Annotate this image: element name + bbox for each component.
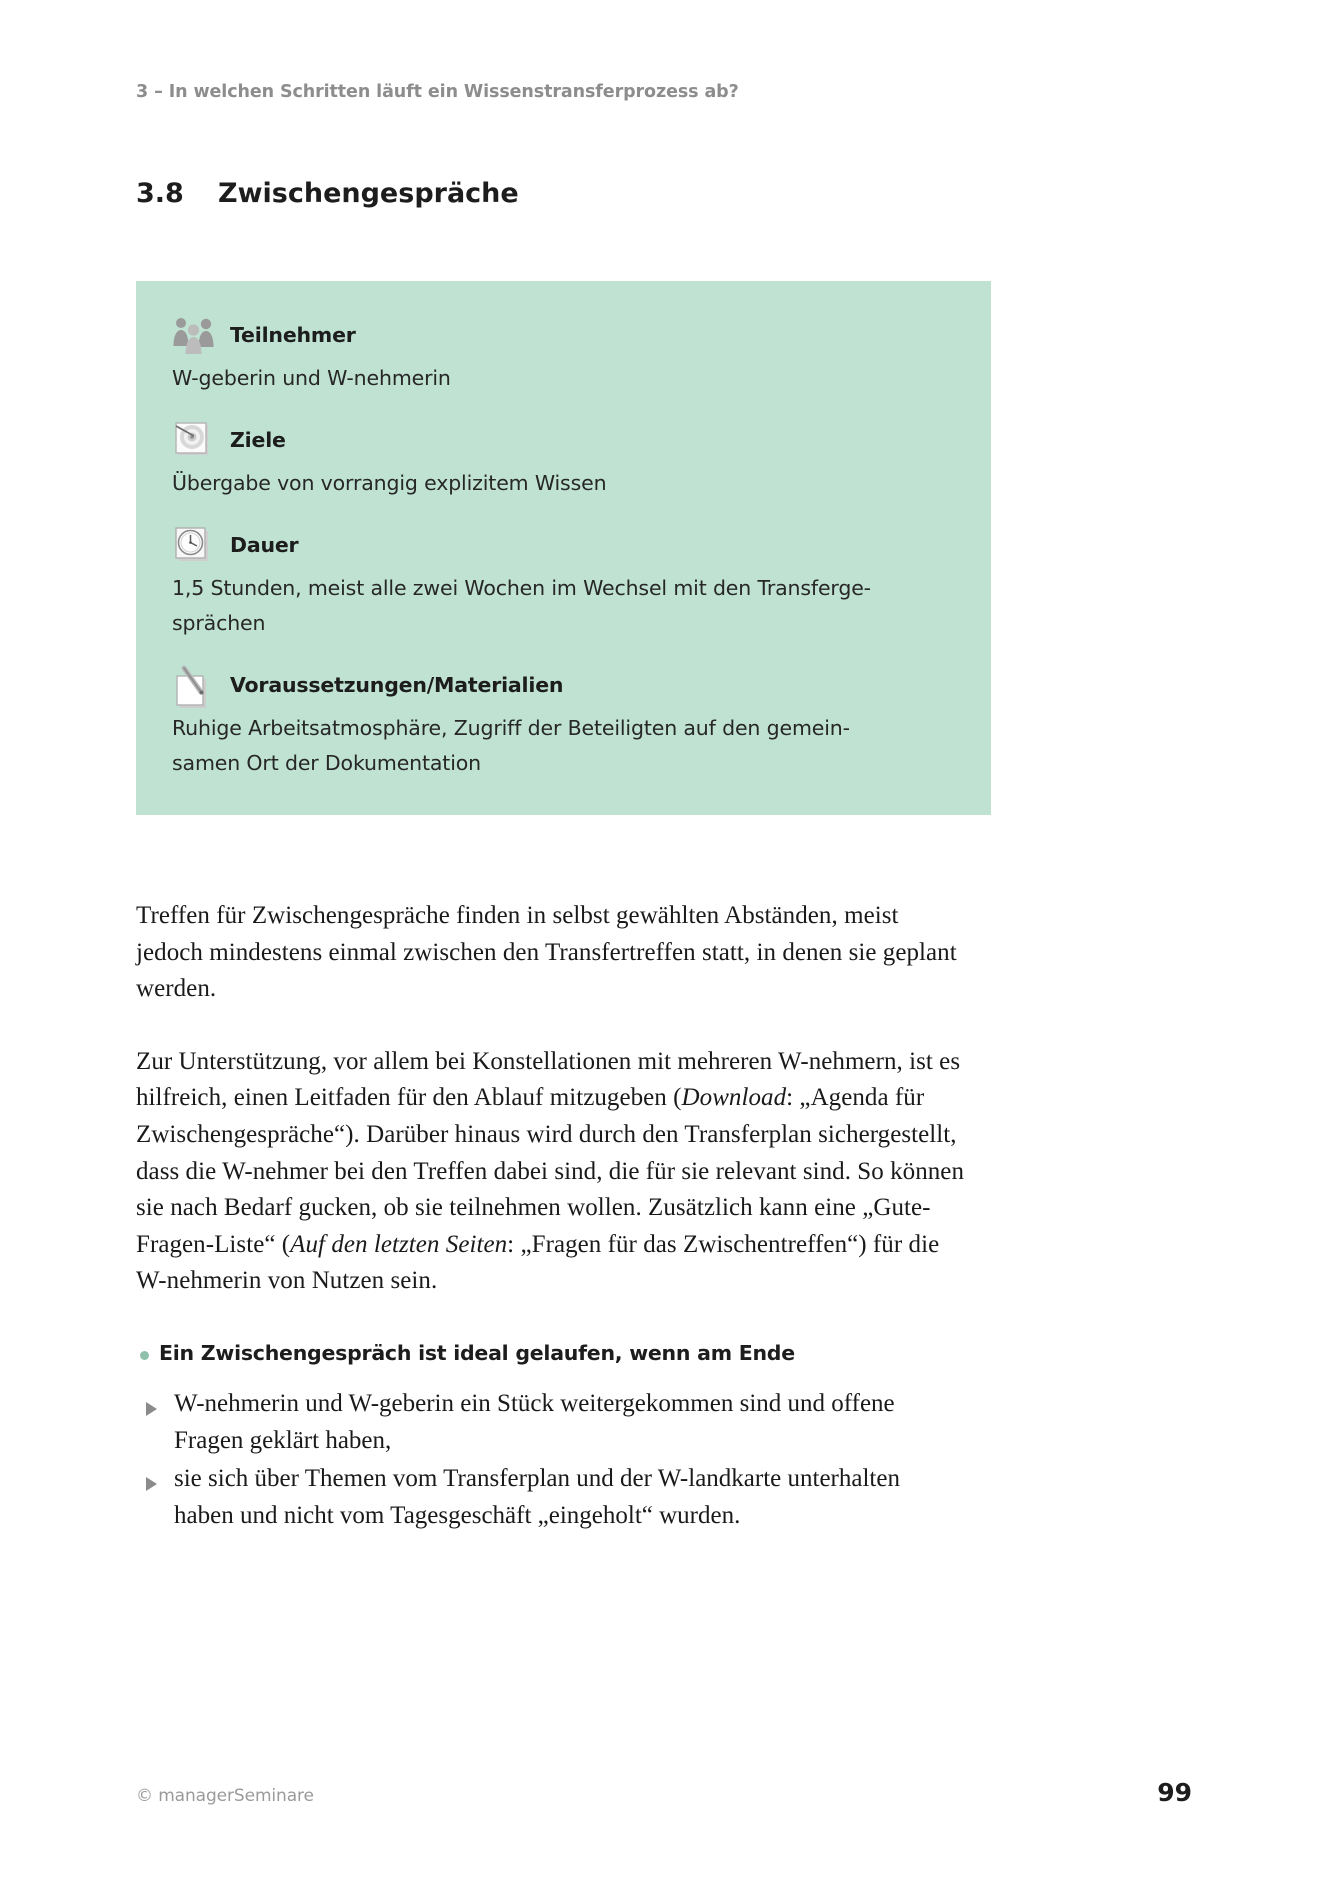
list-item-label: W-nehmerin und W-geberin ein Stück weitergekommen sind und offene Fragen geklärt haben, [174, 1389, 895, 1454]
info-block-header [172, 418, 955, 462]
section-title: Zwischengespräche [218, 178, 519, 209]
list-item [144, 1386, 966, 1459]
body-content [136, 898, 966, 1536]
people-group-icon [172, 314, 218, 356]
info-block-header [172, 523, 955, 567]
bullet-dot-icon [140, 1351, 149, 1360]
page-number: 99 [1157, 1778, 1192, 1807]
info-box [136, 281, 991, 815]
clock-icon [172, 524, 218, 566]
list-item [144, 1461, 966, 1534]
list-lead [140, 1336, 966, 1370]
paragraph-2-italic-download: Download [681, 1084, 787, 1112]
info-block-text: W-geberin und W-nehmerin [172, 366, 451, 390]
paragraph-2 [136, 1044, 966, 1300]
info-block-voraussetzungen [172, 663, 955, 781]
info-block-ziele [172, 418, 955, 501]
info-block-header [172, 313, 955, 357]
info-block-label: Dauer [230, 533, 299, 557]
paragraph-2-text-b: : „Agenda für Zwischengespräche“). Darüber hinaus wird durch den Transferplan sichergestellt, dass die W-nehmer bei den Treffen dabei sind, die für sie relevant sind. So können sie nach Bedarf gucken, ob sie teilnehmen wollen. Zusätzlich kann eine „Gute-Fragen-Liste“ ( [136, 1084, 965, 1258]
info-block-header [172, 663, 955, 707]
paragraph-2-italic-auf-den-letzten-seiten: Auf den letzten Seiten [290, 1230, 508, 1258]
triangle-arrow-icon [144, 1475, 160, 1493]
info-block-label: Voraussetzungen/Materialien [230, 673, 564, 697]
info-block-teilnehmer [172, 313, 955, 396]
info-block-text: 1,5 Stunden, meist alle zwei Wochen im Wechsel mit den Transferge-sprächen [172, 576, 871, 635]
paragraph-2-text-a: Zur Unterstützung, vor allem bei Konstellationen mit mehreren W-nehmern, ist es hilfreich, einen Leitfaden für den Ablauf mitzugeben ( [136, 1047, 961, 1112]
info-block-label: Ziele [230, 428, 286, 452]
triangle-arrow-icon [144, 1400, 160, 1418]
paragraph-1: Treffen für Zwischengespräche finden in selbst gewählten Abständen, meist jedoch mindestens einmal zwischen den Transfertreffen statt, in denen sie geplant werden. [136, 902, 957, 1003]
list-item-label: sie sich über Themen vom Transferplan und der W-landkarte unterhalten haben und nicht vom Tagesgeschäft „eingeholt“ wurden. [174, 1465, 900, 1529]
pencil-note-icon [172, 664, 218, 706]
section-number: 3.8 [136, 178, 184, 209]
info-block-text: Ruhige Arbeitsatmosphäre, Zugriff der Beteiligten auf den gemein-samen Ort der Dokumentation [172, 716, 850, 775]
info-block-dauer [172, 523, 955, 641]
footer-copyright: © managerSeminare [136, 1786, 314, 1806]
info-block-text: Übergabe von vorrangig explizitem Wissen [172, 471, 607, 495]
target-icon [172, 419, 218, 461]
running-head: 3 – In welchen Schritten läuft ein Wissenstransferprozess ab? [136, 82, 739, 102]
list-lead-label: Ein Zwischengespräch ist ideal gelaufen, wenn am Ende [159, 1340, 795, 1365]
page-title [136, 178, 519, 209]
paragraph-2-text-c: : „Fragen für das Zwischentreffen“) für die W-nehmerin von Nutzen sein. [136, 1230, 940, 1295]
info-block-label: Teilnehmer [230, 323, 356, 347]
